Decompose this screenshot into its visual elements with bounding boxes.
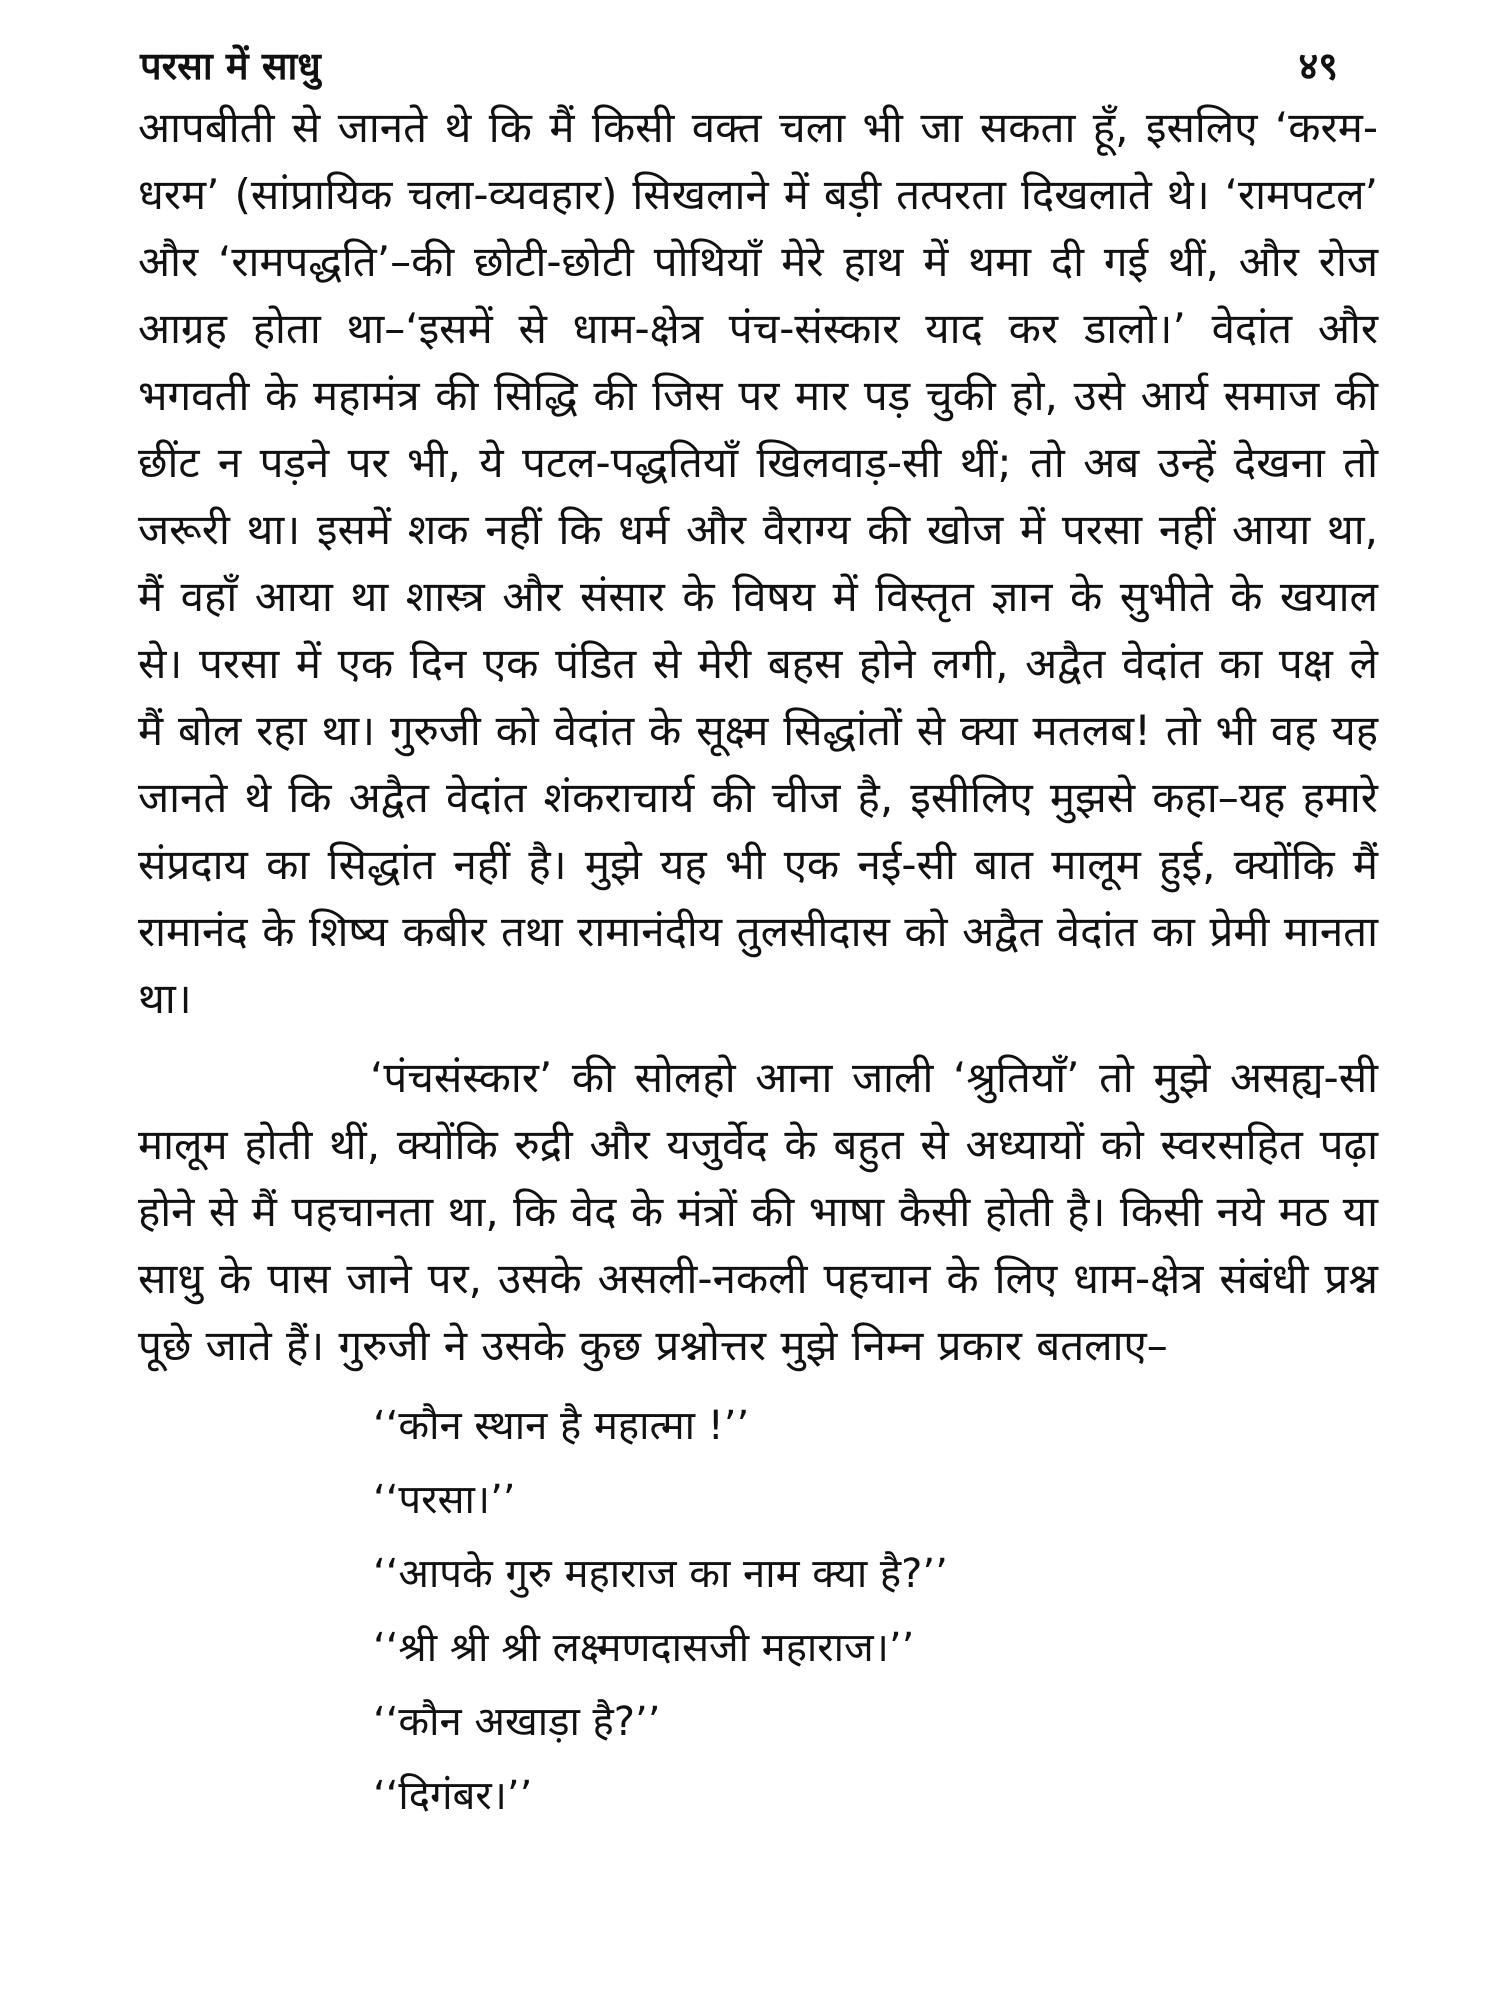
dialogue-line-3: ‘‘आपके गुरु महाराज का नाम क्या है?’’	[373, 1551, 948, 1597]
dialogue-line-4: ‘‘श्री श्री श्री लक्ष्मणदासजी महाराज।’’	[373, 1625, 915, 1671]
book-page	[138, 38, 1378, 1958]
dialogue-list	[373, 1389, 1378, 1833]
paragraph-1: आपबीती से जानते थे कि मैं किसी वक्त चला भी जा सकता हूँ, इसलिए ‘करम-धरम’ (सांप्रायिक चला-व्यवहार) सिखलाने में बड़ी तत्परता दिखलाते थे। ‘रामपटल’ और ‘रामपद्धति’–की छोटी-छोटी पोथियाँ मेरे हाथ में थमा दी गई थीं, और रोज आग्रह होता था–‘इसमें से धाम-क्षेत्र पंच-संस्कार याद कर डालो।’ वेदांत और भगवती के महामंत्र की सिद्धि की जिस पर मार पड़ चुकी हो, उसे आर्य समाज की छींट न पड़ने पर भी, ये पटल-पद्धतियाँ खिलवाड़-सी थीं; तो अब उन्हें देखना तो जरूरी था। इसमें शक नहीं कि धर्म और वैराग्य की खोज में परसा नहीं आया था, मैं वहाँ आया था शास्त्र और संसार के विषय में विस्तृत ज्ञान के सुभीते के खयाल से। परसा में एक दिन एक पंडित से मेरी बहस होने लगी, अद्वैत वेदांत का पक्ष ले मैं बोल रहा था। गुरुजी को वेदांत के सूक्ष्म सिद्धांतों से क्या मतलब! तो भी वह यह जानते थे कि अद्वैत वेदांत शंकराचार्य की चीज है, इसीलिए मुझसे कहा–यह हमारे संप्रदाय का सिद्धांत नहीं है। मुझे यह भी एक नई-सी बात मालूम हुई, क्योंकि मैं रामानंद के शिष्य कबीर तथा रामानंदीय तुलसीदास को अद्वैत वेदांत का प्रेमी मानता था।	[138, 103, 1378, 1023]
page-number: ४९	[1298, 44, 1338, 88]
dialogue-line-6: ‘‘दिगंबर।’’	[373, 1773, 533, 1819]
dialogue-line-1: ‘‘कौन स्थान है महात्मा !’’	[373, 1403, 750, 1449]
running-header	[138, 38, 1378, 94]
dialogue-line-2: ‘‘परसा।’’	[373, 1477, 516, 1523]
chapter-title: परसा में साधु	[140, 44, 321, 88]
dialogue-line-5: ‘‘कौन अखाड़ा है?’’	[373, 1699, 661, 1745]
paragraph-2: ‘पंचसंस्कार’ की सोलहो आना जाली ‘श्रुतियाँ’ तो मुझे असह्य-सी मालूम होती थीं, क्योंकि रुद्री और यजुर्वेद के बहुत से अध्यायों को स्वरसहित पढ़ा होने से मैं पहचानता था, कि वेद के मंत्रों की भाषा कैसी होती है। किसी नये मठ या साधु के पास जाने पर, उसके असली-नकली पहचान के लिए धाम-क्षेत्र संबंधी प्रश्न पूछे जाते हैं। गुरुजी ने उसके कुछ प्रश्नोत्तर मुझे निम्न प्रकार बतलाए–	[138, 1053, 1378, 1370]
